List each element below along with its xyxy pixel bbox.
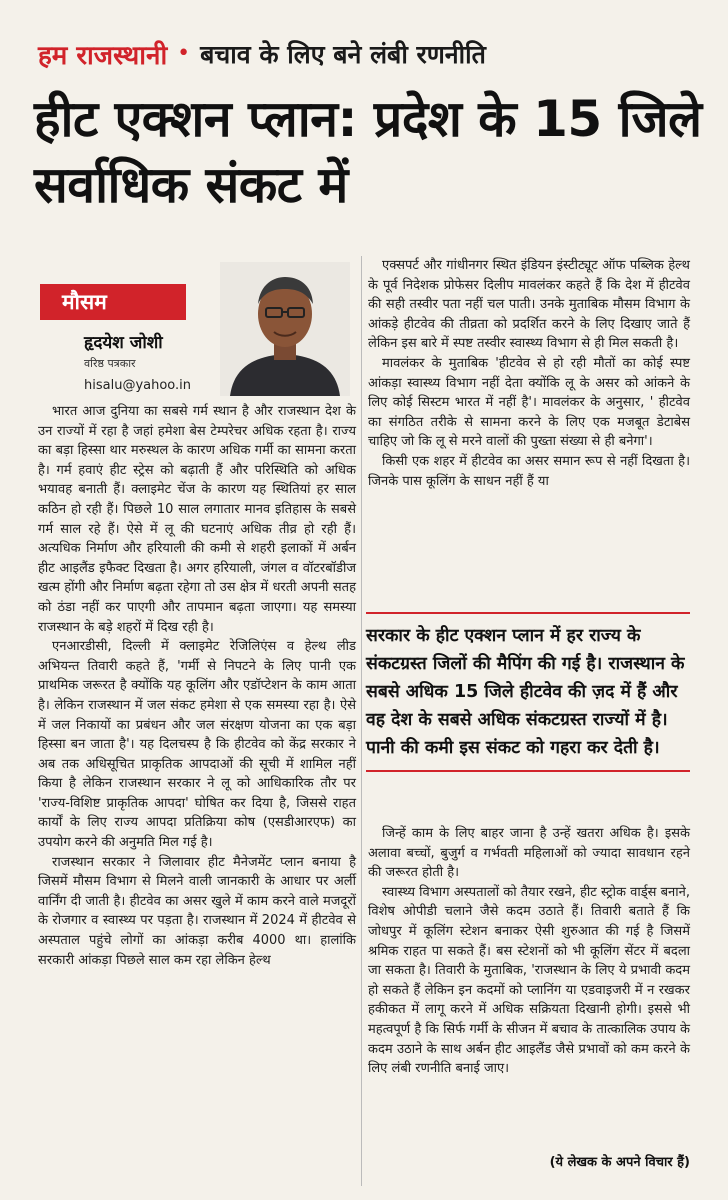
kicker-separator: • <box>177 41 191 66</box>
paragraph: एनआरडीसी, दिल्ली में क्लाइमेट रेजिलिएंस व हेल्थ लीड अभियन्त तिवारी कहते हैं, 'गर्मी से निपटने के लिए पानी एक प्राथमिक जरूरत है क्योंकि यह कूलिंग और एडॉप्टेशन के काम आता है। लेकिन राजस्थान में जल संकट हमेशा से एक समस्या रहा है। ऐसे में जल निकायों का प्रबंधन और जल संरक्षण योजना का एक बड़ा हिस्सा बन जाता है'। यह दिलचस्प है कि हीटवेव को केंद्र सरकार ने अब तक अधिसूचित प्राकृतिक आपदाओं की सूची में शामिल नहीं किया है लेकिन राजस्थान सरकार ने लू को आधिकारिक तौर पर 'राज्य-विशिष्ट प्राकृतिक आपदा' घोषित कर दिया है, जिससे राहत कार्यों के लिए राज्य आपदा प्रतिक्रिया कोष (एसडीआरएफ) का उपयोग करने की अनुमति मिल गई है। <box>38 639 356 851</box>
kicker-brand: हम राजस्थानी <box>38 41 168 71</box>
headline: हीट एक्शन प्लान: प्रदेश के 15 जिले सर्वाधिक संकट में <box>34 90 702 214</box>
right-column-bottom <box>368 824 690 1079</box>
column-divider <box>361 256 362 1186</box>
pull-quote: सरकार के हीट एक्शन प्लान में हर राज्य के संकटग्रस्त जिलों की मैपिंग की गई है। राजस्थान के सबसे अधिक 15 जिले हीटवेव की ज़द में हैं और वह देश के सबसे अधिक संकटग्रस्त राज्यों में है। पानी की कमी इस संकट को गहरा कर देती है। <box>366 612 690 772</box>
author-email: hisalu@yahoo.in <box>84 378 192 393</box>
byline <box>34 262 352 396</box>
right-column-top <box>368 256 690 491</box>
author-role: वरिष्ठ पत्रकार <box>84 357 136 370</box>
paragraph: स्वास्थ्य विभाग अस्पतालों को तैयार रखने, हीट स्ट्रोक वार्ड्स बनाने, विशेष ओपीडी चलाने जैसे कदम उठाते हैं। तिवारी बताते हैं कि जोधपुर में कूलिंग स्टेशन बनाकर ऐसी शुरुआत की गई है जिसमें श्रमिक राहत पा सकते हैं। बस स्टेशनों को भी कूलिंग सेंटर में बदला जा सकता है। तिवारी के मुताबिक, 'राजस्थान के लिए ये प्रभावी कदम हो सकते हैं लेकिन इन कदमों को प्लानिंग या एडवाइजरी में न रखकर हकीकत में लागू करने में अधिक सक्रियता दिखानी होगी। इससे भी महत्वपूर्ण है कि सिर्फ गर्मी के सीजन में बचाव के तात्कालिक उपाय के कदम उठाने के साथ अर्बन हीट आइलैंड जैसे प्रभावों को कम करने के लिए लंबी रणनीति बनाई जाए। <box>368 884 690 1077</box>
paragraph: एक्सपर्ट और गांधीनगर स्थित इंडियन इंस्टीट्यूट ऑफ पब्लिक हेल्थ के पूर्व निदेशक प्रोफेसर दिलीप मावलंकर कहते हैं कि देश में हीटवेव की सही तस्वीर पता नहीं चल पाती। उनके मुताबिक मौसम विभाग के आंकड़े हीटवेव की तीव्रता को प्रदर्शित करने के लिए दिखाए जाते हैं लेकिन इस बारे में स्पष्ट तस्वीर स्वास्थ्य विभाग से ही मिल सकती है। <box>368 258 690 352</box>
paragraph: मावलंकर के मुताबिक 'हीटवेव से हो रही मौतों का कोई स्पष्ट आंकड़ा स्वास्थ्य विभाग नहीं देता क्योंकि लू के असर को आंकने के लिए कोई सिस्टम भारत में नहीं है'। मावलंकर के अनुसार, ' हीटवेव का संगठित तरीके से सामना करने के लिए एक मजबूत डेटाबेस चाहिए जो कि लू से मरने वालों की पुख्ता संख्या से ही बनेगा'। <box>368 355 690 450</box>
left-column <box>38 402 356 970</box>
author-photo-icon <box>220 262 350 396</box>
kicker-text: बचाव के लिए बने लंबी रणनीति <box>200 40 486 69</box>
paragraph: जिन्हें काम के लिए बाहर जाना है उन्हें खतरा अधिक है। इसके अलावा बच्चों, बुजुर्ग व गर्भवती महिलाओं को ज्यादा सावधान रहने की जरूरत होती है। <box>368 826 690 881</box>
kicker <box>38 30 708 78</box>
paragraph: राजस्थान सरकार ने जिलावार हीट मैनेजमेंट प्लान बनाया है जिसमें मौसम विभाग से मिलने वाली जानकारी के आधार पर अर्ली वार्निंग दी जाती है। हीटवेव का असर खुले में काम करने वाले मजदूरों के रोजगार व स्वास्थ्य पर पड़ता है। राजस्थान में 2024 में हीटवेव से अस्पताल पहुंचे लोगों का आंकड़ा करीब 4000 था। हालांकि सरकारी आंकड़ा पिछले साल कम रहा लेकिन हेल्थ <box>38 854 356 968</box>
paragraph: किसी एक शहर में हीटवेव का असर समान रूप से नहीं दिखता है। जिनके पास कूलिंग के साधन नहीं हैं या <box>368 453 690 489</box>
author-name: हृदयेश जोशी <box>84 333 163 353</box>
paragraph: भारत आज दुनिया का सबसे गर्म स्थान है और राजस्थान देश के उन राज्यों में रहा है जहां हमेशा बेस टेम्परेचर अधिक रहता है। राज्य का बड़ा हिस्सा थार मरुस्थल के कारण अधिक गर्मी का सामना करता है। गर्म हवाएं हीट स्ट्रेस को बढ़ाती हैं और परिस्थिति को अधिक भयावह बनाती हैं। क्लाइमेट चेंज के कारण यह स्थितियां हर साल कठिन हो रही हैं। पिछले 10 साल लगातार मानव इतिहास के सबसे गर्म साल रहे हैं। ऐसे में लू की घटनाएं अधिक तीव्र हो रही हैं। अत्यधिक निर्माण और हरियाली की कमी से शहरी इलाकों में अर्बन हीट आइलैंड इफैक्ट दिखता है। अगर हरियाली, जंगल व वॉटरबॉडीज खत्म होंगी और निर्माण बढ़ता रहेगा तो उस क्षेत्र में धरती अपनी सतह को ठंडा नहीं कर पाएगी और तापमान बढ़ता जाएगा। यह समस्या राजस्थान के बड़े शहरों में दिख रही है। <box>38 404 356 635</box>
author-disclaimer: (ये लेखक के अपने विचार हैं) <box>549 1155 690 1170</box>
section-tag: मौसम <box>40 284 186 320</box>
author-photo <box>220 262 350 396</box>
